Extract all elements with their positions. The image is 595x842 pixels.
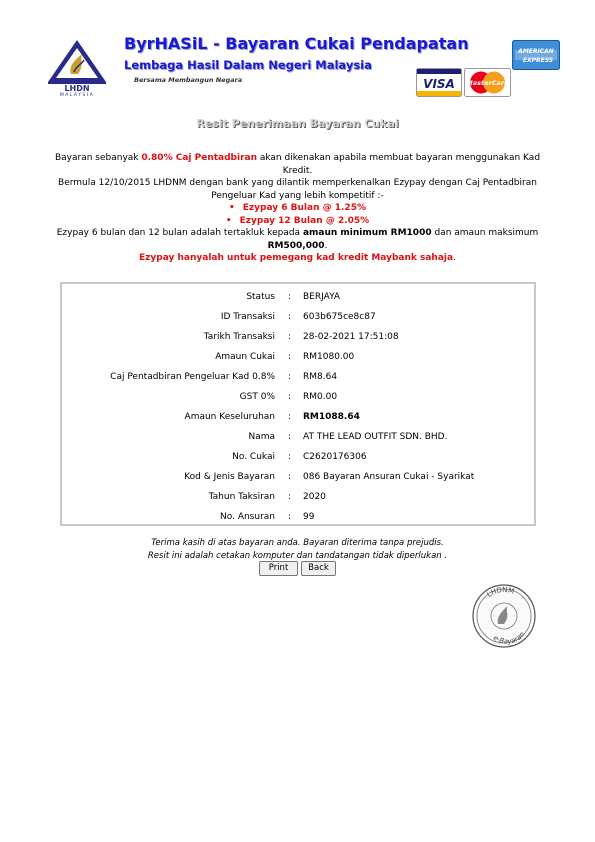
ezypay-12-item: • Ezypay 12 Bulan @ 2.05% [40, 215, 555, 228]
transaction-details [60, 282, 536, 526]
svg-text:LHDNM: LHDNM [485, 585, 516, 599]
logo-text-top: LHDN [64, 84, 90, 93]
detail-row-tax-number: No. Cukai : C2620176306 [232, 452, 367, 462]
detail-row-installment-number: No. Ansuran : 99 [220, 512, 315, 522]
print-button[interactable]: Print [259, 561, 298, 576]
notice-line-2: Bermula 12/10/2015 LHDNM dengan bank yang dilantik memperkenalkan Ezypay dengan Caj Pentadbiran Pengeluar Kad yang lebih kompetitif :- [58, 178, 537, 201]
svg-text:VISA: VISA [423, 77, 455, 91]
detail-row-name: Nama : AT THE LEAD OUTFIT SDN. BHD. [248, 432, 448, 442]
admin-charge-highlight: 0.80% Caj Pentadbiran [141, 153, 257, 163]
notice-line-4: Ezypay hanyalah untuk pemegang kad kredit Maybank sahaja. [139, 253, 456, 263]
detail-row-status: Status : BERJAYA [246, 292, 341, 302]
notice-line-1: Bayaran sebanyak 0.80% Caj Pentadbiran akan dikenakan apabila membuat bayaran menggunakan Kad Kredit. [54, 153, 541, 176]
detail-row-total-amount: Amaun Keseluruhan : RM1088.64 [184, 412, 360, 422]
detail-row-payment-code: Kod & Jenis Bayaran : 086 Bayaran Ansuran Cukai - Syarikat [184, 472, 475, 482]
detail-row-gst: GST 0% : RM0.00 [239, 392, 338, 402]
slogan: Bersama Membangun Negara [134, 76, 243, 84]
mastercard-icon [464, 68, 511, 97]
thank-you-text: Terima kasih di atas bayaran anda. Bayaran diterima tanpa prejudis. [151, 538, 444, 548]
footer-notes [0, 537, 595, 562]
computer-generated-note: Resit ini adalah cetakan komputer dan tandatangan tidak diperlukan . [147, 550, 448, 561]
svg-text:AMERICAN: AMERICAN [518, 48, 554, 55]
svg-text:EXPRESS: EXPRESS [522, 57, 554, 64]
svg-text:MasterCard: MasterCard [466, 79, 509, 87]
ezypay-list [40, 202, 555, 227]
back-button[interactable]: Back [301, 561, 336, 576]
amex-card-icon [512, 40, 560, 70]
svg-text:e-Bayaran: e-Bayaran [491, 630, 527, 646]
detail-row-assessment-year: Tahun Taksiran : 2020 [208, 492, 326, 502]
detail-row-transaction-id: ID Transaksi : 603b675ce8c87 [220, 312, 376, 322]
organization-name: Lembaga Hasil Dalam Negeri Malaysia [124, 58, 372, 72]
detail-row-card-charge: Caj Pentadbiran Pengeluar Kad 0.8% : RM8.64 [110, 372, 338, 382]
payment-notice [40, 152, 555, 265]
receipt-heading: Resit Penerimaan Bayaran Cukai [196, 117, 399, 130]
e-bayaran-stamp-icon [458, 578, 550, 648]
ezypay-6-item: • Ezypay 6 Bulan @ 1.25% [40, 202, 555, 215]
notice-line-3: Ezypay 6 bulan dan 12 bulan adalah tertakluk kepada amaun minimum RM1000 dan amaun maksimum RM500,000. [56, 228, 539, 251]
visa-card-icon [416, 68, 462, 97]
detail-row-transaction-date: Tarikh Transaksi : 28-02-2021 17:51:08 [203, 332, 399, 342]
detail-row-tax-amount: Amaun Cukai : RM1080.00 [215, 352, 355, 362]
logo-text-bottom: MALAYSIA [59, 93, 95, 96]
lhdn-logo [38, 38, 116, 96]
page-title: ByrHASiL - Bayaran Cukai Pendapatan [124, 34, 469, 53]
